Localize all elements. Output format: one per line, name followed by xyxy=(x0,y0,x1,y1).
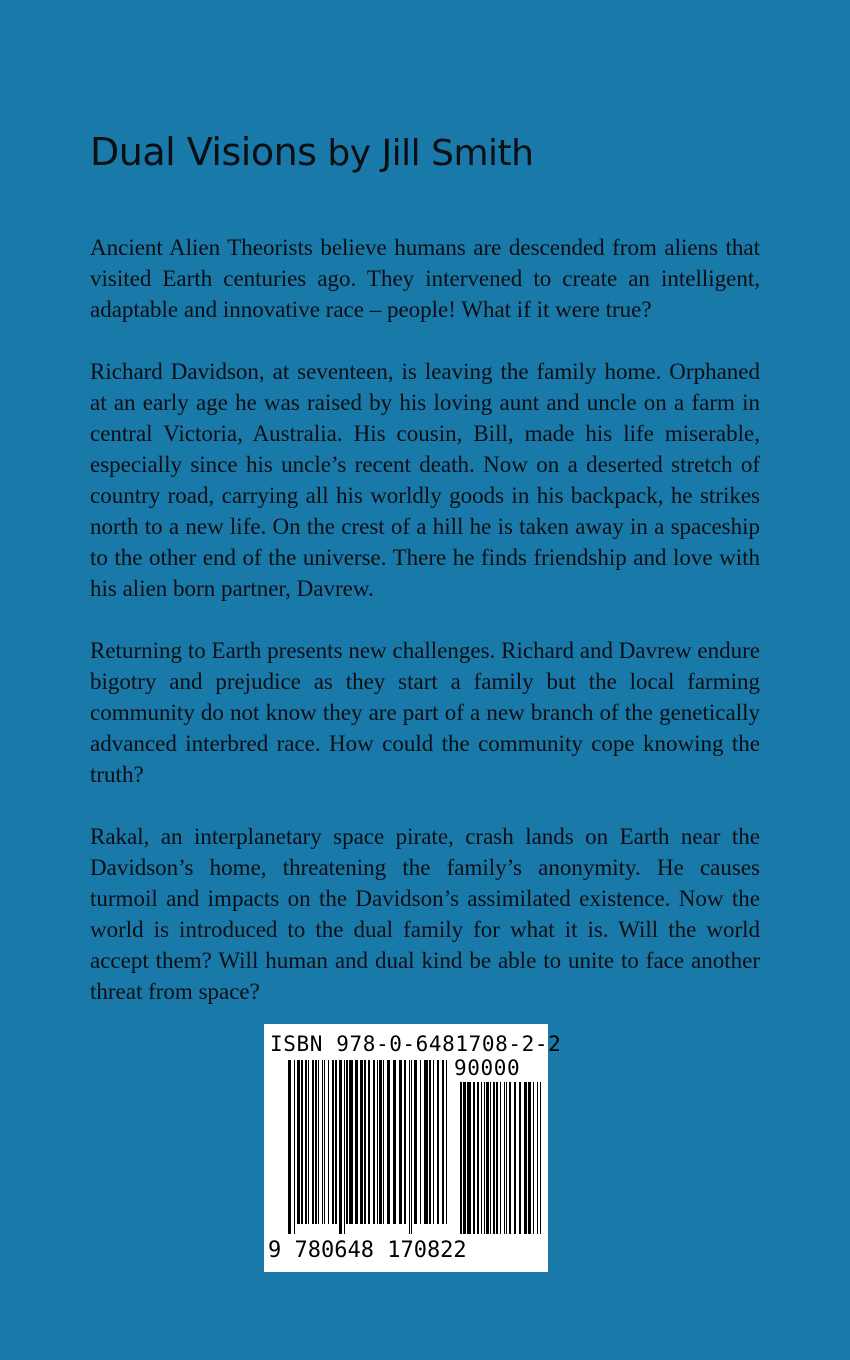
barcode-bar xyxy=(324,1060,325,1224)
barcode-bar xyxy=(528,1082,531,1234)
barcode-bar xyxy=(504,1082,505,1234)
ean-digits: 9 780648 170822 xyxy=(268,1238,467,1263)
isbn-label: ISBN 978-0-6481708-2-2 xyxy=(270,1032,562,1056)
barcode-bar xyxy=(493,1082,495,1234)
barcode-bar xyxy=(411,1060,412,1234)
barcode-bar xyxy=(460,1082,462,1234)
barcode-bar xyxy=(315,1060,317,1224)
barcode-bar xyxy=(490,1082,491,1234)
barcode-bar xyxy=(424,1060,428,1224)
barcode-bar xyxy=(514,1082,516,1234)
barcode-bar xyxy=(496,1082,498,1234)
barcode-bar xyxy=(344,1060,345,1234)
barcode-bar xyxy=(533,1082,534,1234)
barcode-bar xyxy=(387,1060,390,1224)
blurb-paragraph: Returning to Earth presents new challenges. Richard and Davrew endure bigotry and prejudice as they start a family but the local farming community do not know they are part of a new branch of the genetically advanced interbred race. How could the community cope knowing the truth? xyxy=(90,638,760,787)
barcode-bar xyxy=(328,1060,329,1224)
barcode-bar xyxy=(346,1060,348,1224)
author-byline: by Jill Smith xyxy=(316,133,534,174)
barcode-bar xyxy=(500,1082,501,1234)
price-code: 90000 xyxy=(454,1056,521,1080)
barcode-bar xyxy=(379,1060,382,1224)
barcode-bar xyxy=(537,1082,538,1234)
barcode-bar xyxy=(404,1060,406,1224)
barcode-bar xyxy=(481,1082,482,1234)
barcode-bar xyxy=(540,1082,541,1234)
barcode-bar xyxy=(409,1060,410,1234)
barcode-bar xyxy=(519,1082,521,1234)
barcode-bar xyxy=(360,1060,363,1224)
barcode-bar xyxy=(288,1060,291,1234)
barcode-bar xyxy=(509,1082,511,1234)
barcode-bar xyxy=(373,1060,375,1224)
blurb-paragraph: Rakal, an interplanetary space pirate, crash lands on Earth near the Davidson’s home, threatening the family’s anonymity. He causes turmoil and impacts on the Davidson’s assimilated existence. Now the world is introduced to the dual family for what it is. Will the world accept them? Will human and dual kind be able to unite to face another threat from space? xyxy=(90,824,760,1004)
barcode-bar xyxy=(297,1060,300,1224)
book-blurb xyxy=(90,232,760,1038)
barcode-bar xyxy=(486,1082,489,1234)
barcode-bar xyxy=(322,1060,323,1224)
barcode-bar xyxy=(393,1060,396,1224)
barcode-bar xyxy=(429,1060,431,1224)
barcode-bar xyxy=(335,1060,337,1224)
barcode-bar xyxy=(433,1060,434,1224)
barcode-bar xyxy=(524,1082,527,1234)
barcode-bar xyxy=(506,1082,507,1234)
barcode-bar xyxy=(364,1060,366,1224)
blurb-paragraph: Richard Davidson, at seventeen, is leaving the family home. Orphaned at an early age he was raised by his loving aunt and uncle on a farm in central Victoria, Australia. His cousin, Bill, made his life miserable, especially since his uncle’s recent death. Now on a deserted stretch of country road, carrying all his worldly goods in his backpack, he strikes north to a new life. On the crest of a hill he is taken away in a spaceship to the other end of the universe. There he finds friendship and love with his alien born partner, Davrew. xyxy=(90,359,760,601)
book-title-line xyxy=(90,130,533,174)
barcode-bar xyxy=(294,1060,295,1234)
barcode-bar xyxy=(355,1060,358,1224)
barcode-bar xyxy=(442,1060,444,1224)
blurb-paragraph: Ancient Alien Theorists believe humans are descended from aliens that visited Earth centuries ago. They intervened to create an intelligent, adaptable and innovative race – people! What if it were true? xyxy=(90,235,760,322)
barcode-bar xyxy=(414,1060,417,1224)
barcode-bar xyxy=(312,1060,314,1224)
barcode-bar xyxy=(484,1082,485,1234)
barcode-bar xyxy=(332,1060,334,1224)
isbn-barcode-block xyxy=(264,1024,562,1272)
barcode-bar xyxy=(467,1082,471,1234)
barcode-bar xyxy=(318,1060,319,1224)
barcode-bar xyxy=(368,1060,370,1224)
barcode-bar xyxy=(339,1060,342,1234)
barcode-bar xyxy=(377,1060,378,1224)
barcode-bar xyxy=(477,1082,479,1234)
barcode-bar xyxy=(420,1060,421,1224)
barcode-bar xyxy=(437,1060,439,1224)
barcode-bar xyxy=(399,1060,402,1224)
barcode-bar xyxy=(301,1060,303,1224)
book-title: Dual Visions xyxy=(90,130,317,174)
barcode-bar xyxy=(349,1060,353,1224)
barcode-bar xyxy=(308,1060,309,1224)
barcode-bar xyxy=(446,1060,447,1224)
barcode-bar xyxy=(473,1082,475,1234)
barcode-bar xyxy=(383,1060,384,1224)
barcode-bar xyxy=(463,1082,466,1234)
barcode-bar xyxy=(305,1060,307,1224)
